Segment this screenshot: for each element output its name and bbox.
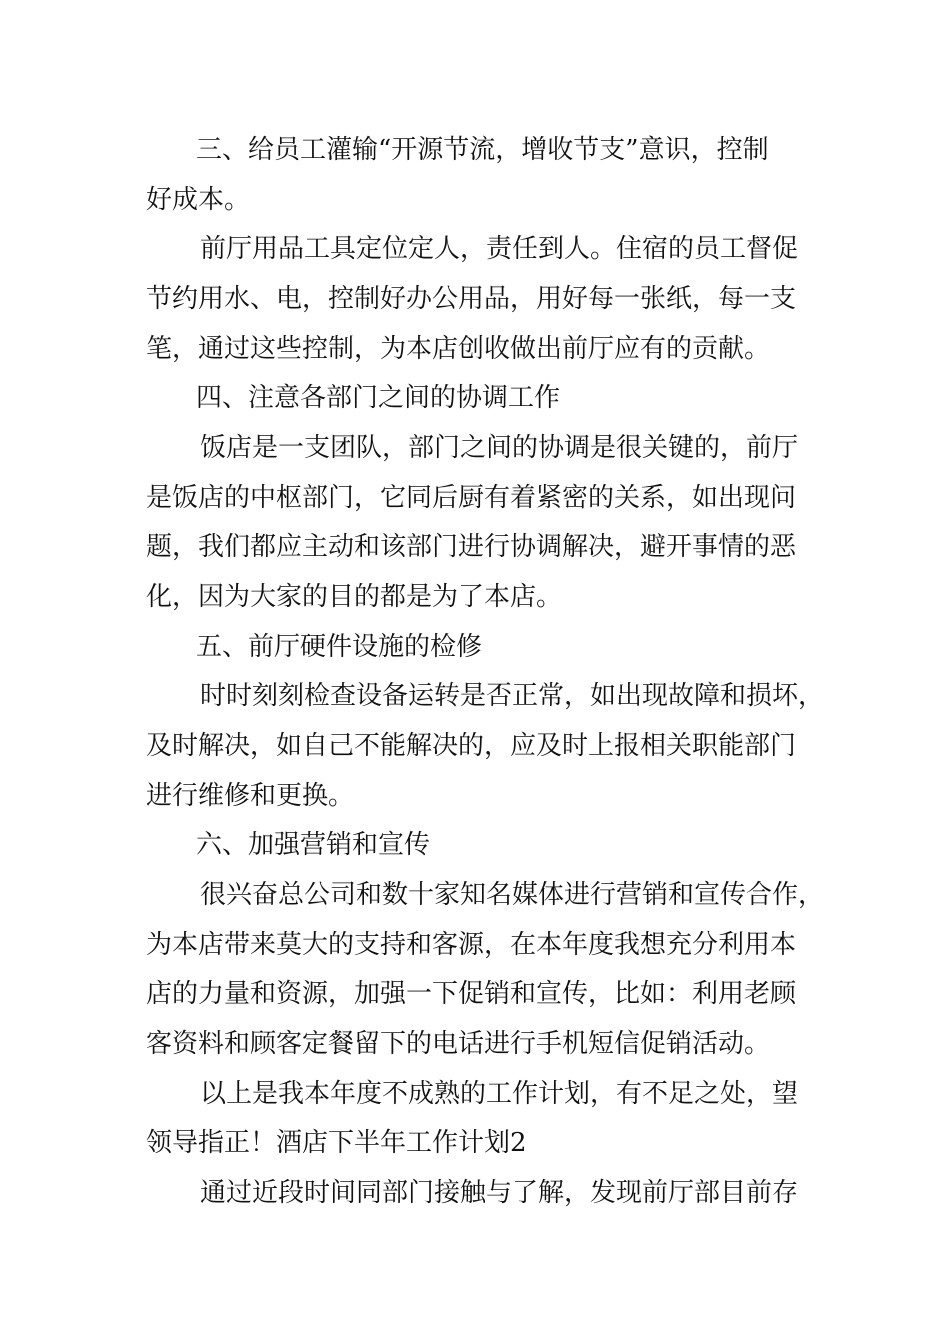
section-heading: 三、给员工灌输“开源节流，增收节支”意识，控制 bbox=[196, 135, 769, 165]
text-line: 及时解决，如自己不能解决的，应及时上报相关职能部门 bbox=[146, 731, 797, 761]
text-line: 时时刻刻检查设备运转是否正常，如出现故障和损坏， bbox=[200, 681, 825, 711]
text-line: 是饭店的中枢部门，它同后厨有着紧密的关系，如出现问 bbox=[146, 483, 797, 513]
text-line: 笔，通过这些控制，为本店创收做出前厅应有的贡献。 bbox=[146, 334, 771, 364]
text-line: 店的力量和资源，加强一下促销和宣传，比如：利用老顾 bbox=[146, 979, 797, 1009]
text-line: 客资料和顾客定餐留下的电话进行手机短信促销活动。 bbox=[146, 1029, 771, 1059]
text-line: 好成本。 bbox=[146, 185, 251, 215]
section-heading: 五、前厅硬件设施的检修 bbox=[196, 632, 483, 662]
text-line: 前厅用品工具定位定人，责任到人。住宿的员工督促 bbox=[200, 234, 799, 264]
text-line: 饭店是一支团队，部门之间的协调是很关键的，前厅 bbox=[200, 433, 799, 463]
text-line: 很兴奋总公司和数十家知名媒体进行营销和宣传合作， bbox=[200, 880, 825, 910]
text-line: 以上是我本年度不成熟的工作计划，有不足之处，望 bbox=[200, 1079, 799, 1109]
text-line: 领导指正！酒店下半年工作计划2 bbox=[146, 1128, 527, 1158]
text-line: 题，我们都应主动和该部门进行协调解决，避开事情的恶 bbox=[146, 532, 797, 562]
section-heading: 四、注意各部门之间的协调工作 bbox=[196, 383, 561, 413]
text-line: 为本店带来莫大的支持和客源，在本年度我想充分利用本 bbox=[146, 930, 797, 960]
text-line: 化，因为大家的目的都是为了本店。 bbox=[146, 582, 563, 612]
text-line: 节约用水、电，控制好办公用品，用好每一张纸，每一支 bbox=[146, 284, 797, 314]
text-line: 进行维修和更换。 bbox=[146, 781, 355, 811]
text-line: 通过近段时间同部门接触与了解，发现前厅部目前存 bbox=[200, 1178, 799, 1208]
section-heading: 六、加强营销和宣传 bbox=[196, 830, 431, 860]
